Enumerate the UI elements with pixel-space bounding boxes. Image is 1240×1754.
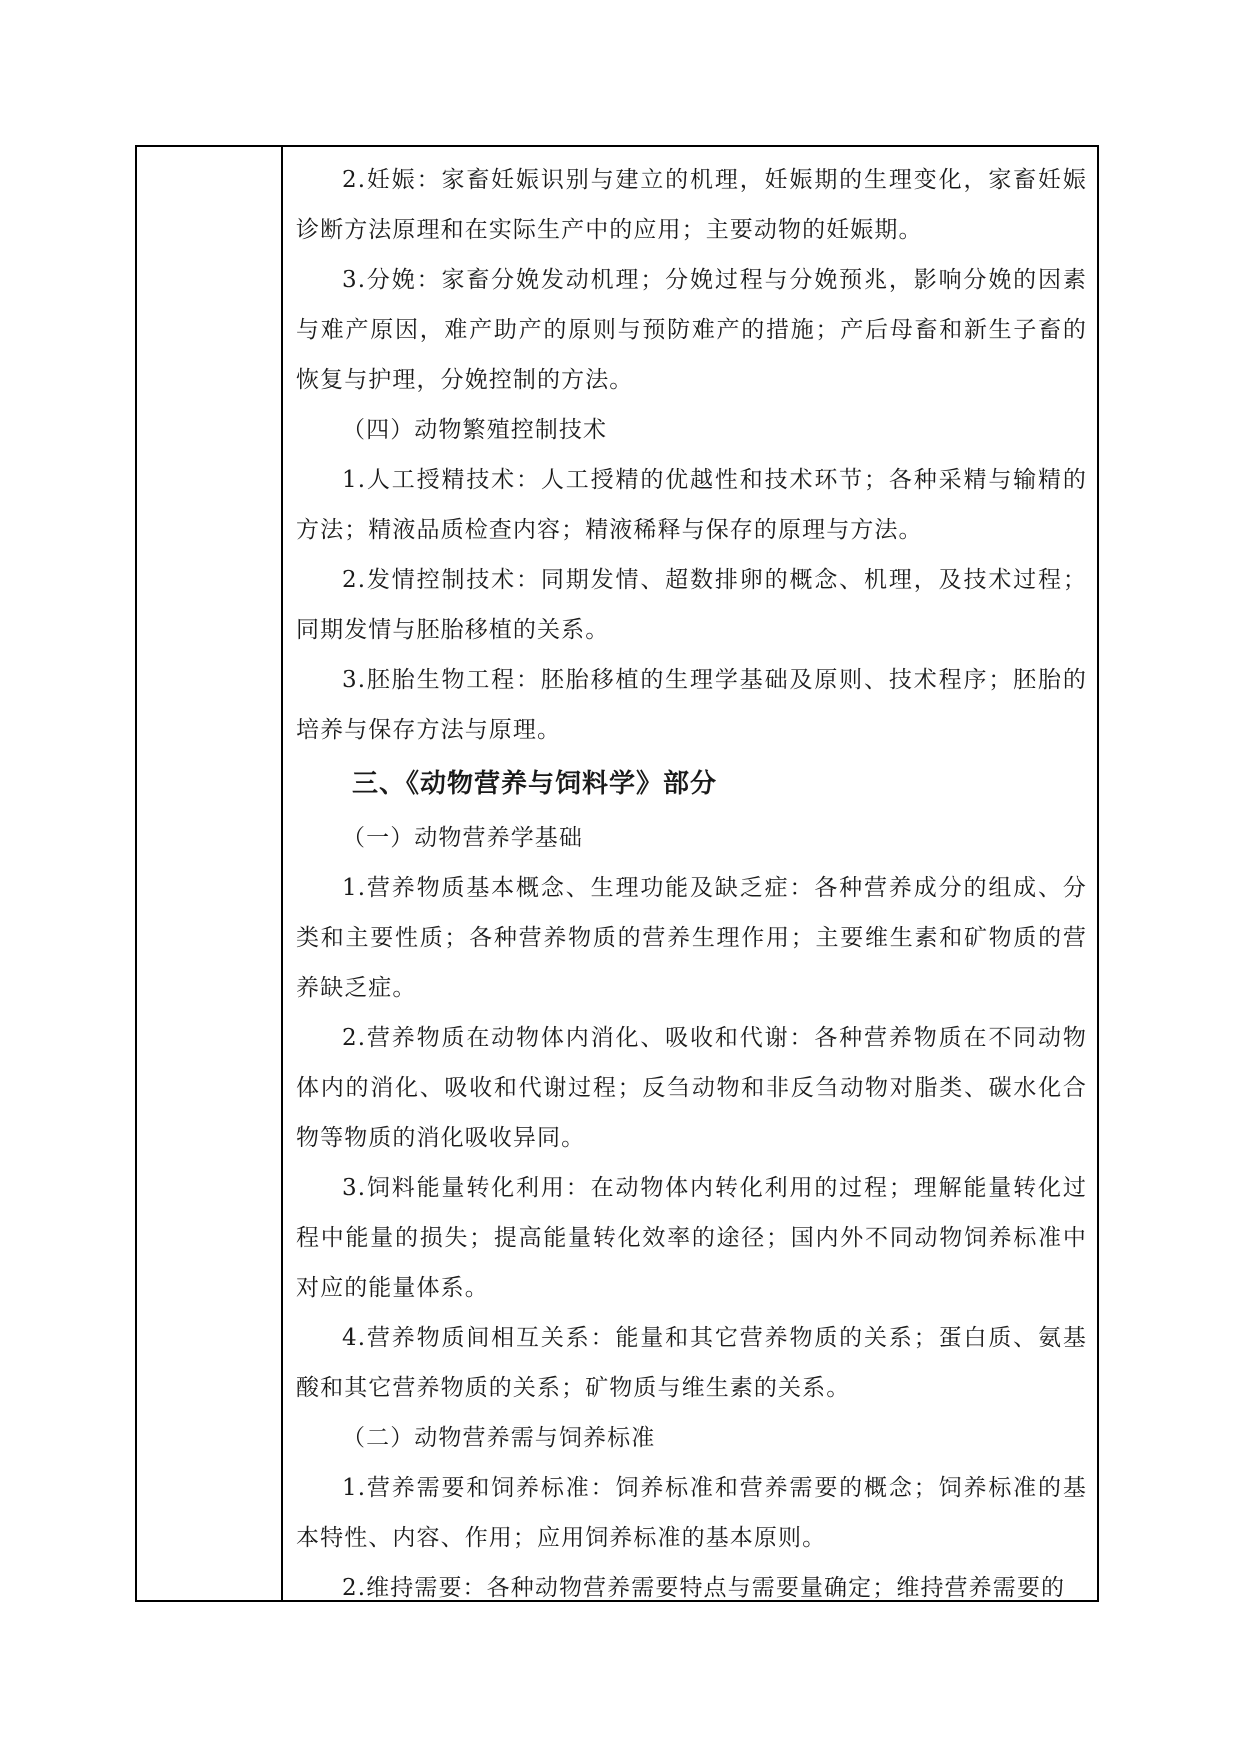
- paragraph-estrus-control: 2.发情控制技术：同期发情、超数排卵的概念、机理，及技术过程；同期发情与胚胎移植的关系。: [296, 567, 1087, 643]
- paragraph-nutrient-interrelations: 4.营养物质间相互关系：能量和其它营养物质的关系；蛋白质、氨基酸和其它营养物质的关系；矿物质与维生素的关系。: [296, 1325, 1087, 1401]
- table-left-cell: [137, 147, 283, 1600]
- subheading-nutrient-requirements: （二）动物营养需与饲养标准: [342, 1425, 656, 1451]
- paragraph-maintenance-requirements: 2.维持需要：各种动物营养需要特点与需要量确定；维持营养需要的: [342, 1575, 1066, 1600]
- paragraph-nutrient-concepts: 1.营养物质基本概念、生理功能及缺乏症：各种营养成分的组成、分类和主要性质；各种营养物质的营养生理作用；主要维生素和矿物质的营养缺乏症。: [296, 875, 1087, 1001]
- paragraph-energy-conversion: 3.饲料能量转化利用：在动物体内转化利用的过程；理解能量转化过程中能量的损失；提高能量转化效率的途径；国内外不同动物饲养标准中对应的能量体系。: [296, 1175, 1087, 1301]
- paragraph-embryo-engineering: 3.胚胎生物工程：胚胎移植的生理学基础及原则、技术程序；胚胎的培养与保存方法与原理。: [296, 667, 1087, 743]
- paragraph-digestion-absorption: 2.营养物质在动物体内消化、吸收和代谢：各种营养物质在不同动物体内的消化、吸收和代谢过程；反刍动物和非反刍动物对脂类、碳水化合物等物质的消化吸收异同。: [296, 1025, 1087, 1151]
- paragraph-pregnancy: 2.妊娠：家畜妊娠识别与建立的机理，妊娠期的生理变化，家畜妊娠诊断方法原理和在实际生产中的应用；主要动物的妊娠期。: [296, 167, 1087, 243]
- content-table: [135, 145, 1099, 1602]
- section-heading-animal-nutrition: 三、《动物营养与饲料学》部分: [352, 769, 718, 799]
- paragraph-feeding-standards: 1.营养需要和饲养标准：饲养标准和营养需要的概念；饲养标准的基本特性、内容、作用；应用饲养标准的基本原则。: [296, 1475, 1087, 1551]
- subheading-reproduction-control: （四）动物繁殖控制技术: [342, 417, 608, 443]
- subheading-nutrition-basics: （一）动物营养学基础: [342, 825, 583, 851]
- paragraph-parturition: 3.分娩：家畜分娩发动机理；分娩过程与分娩预兆，影响分娩的因素与难产原因，难产助产的原则与预防难产的措施；产后母畜和新生子畜的恢复与护理，分娩控制的方法。: [296, 267, 1087, 393]
- table-right-cell: [283, 147, 1097, 1600]
- paragraph-artificial-insemination: 1.人工授精技术：人工授精的优越性和技术环节；各种采精与输精的方法；精液品质检查内容；精液稀释与保存的原理与方法。: [296, 467, 1087, 543]
